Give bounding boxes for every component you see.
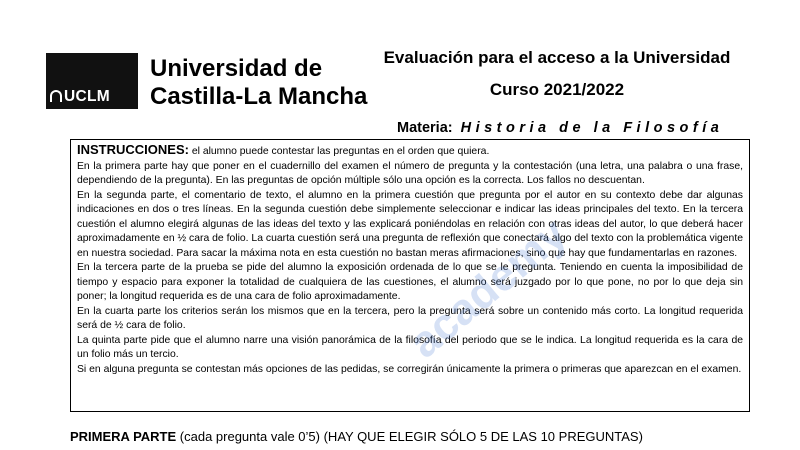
exam-course: Curso 2021/2022 [489, 80, 625, 99]
instructions-intro [77, 143, 743, 160]
instructions-paragraph-6: Si en alguna pregunta se contestan más opciones de las pedidas, se corregirán únicamente la primera o primeras que aparezcan en el examen. [77, 363, 742, 375]
materia-label: Materia: [397, 120, 453, 136]
materia [397, 120, 723, 136]
instructions-paragraph-2: En la segunda parte, el comentario de texto, el alumno en la primera cuestión que pregunta por el autor en su contexto debe dar algunas indicaciones en dos o tres líneas. En la segunda cuestión debe simplemente seleccionar e indicar las ideas principales del texto. En la tercera cuestión el alumno elegirá algunas de las ideas del texto y las explicará poniéndolas en relación con otras ideas del autor, lo que deberá hacer aproximadamente en ½ cara de folio. La cuarta cuestión será una pregunta de reflexión que conectará algo del texto con la problemática vigente en nuestra sociedad. Para sacar la máxima nota en esta cuestión no bastan meras afirmaciones, sino que hay que fundamentarlas en razones. [77, 189, 744, 259]
primera-parte-detail: (cada pregunta vale 0’5) (HAY QUE ELEGIR SÓLO 5 DE LAS 10 PREGUNTAS) [176, 429, 643, 444]
primera-parte-label: PRIMERA PARTE [70, 429, 177, 444]
uclm-logo [46, 53, 138, 109]
materia-value: Historia de la Filosofía [460, 120, 724, 136]
instructions-paragraph-3: En la tercera parte de la prueba se pide del alumno la exposición ordenada de lo que se le pregunta. Teniendo en cuenta la imposibilidad de tiempo y espacio para exponer la totalidad de cualquiera de las cuestiones, el alumno será juzgado por lo que pone, no por lo que deja sin poner; la longitud requerida es de una cara de folio aproximadamente. [77, 262, 743, 302]
instructions-heading: INSTRUCCIONES: [77, 142, 189, 157]
uclm-emblem-icon [50, 90, 62, 102]
instructions-box [70, 139, 750, 412]
university-name [150, 55, 367, 111]
university-name-line1: Universidad de [150, 55, 323, 82]
watermark: academy [400, 208, 576, 368]
logo-text: UCLM [64, 88, 110, 105]
university-name-line2: Castilla-La Mancha [150, 83, 368, 110]
logo-wordmark [50, 88, 110, 106]
instructions-intro-text: el alumno puede contestar las preguntas en el orden que quiera. [188, 146, 490, 157]
primera-parte-heading [70, 429, 643, 444]
instructions-paragraph-4: En la cuarta parte los criterios serán los mismos que en la tercera, pero la pregunta será sobre un contenido más corto. La longitud requerida será de ½ cara de folio. [77, 305, 743, 331]
exam-title: Evaluación para el acceso a la Universidad [383, 48, 731, 67]
instructions-paragraph-5: La quinta parte pide que el alumno narre una visión panorámica de la filosofía del periodo que se le indica. La longitud requerida es la cara de un folio más un tercio. [77, 334, 743, 360]
instructions-paragraph-1: En la primera parte hay que poner en el cuadernillo del examen el número de pregunta y la contestación (una letra, una palabra o una frase, dependiendo de la pregunta). En las preguntas de opción múltiple sólo una opción es la correcta. Los fallos no descuentan. [77, 160, 743, 186]
